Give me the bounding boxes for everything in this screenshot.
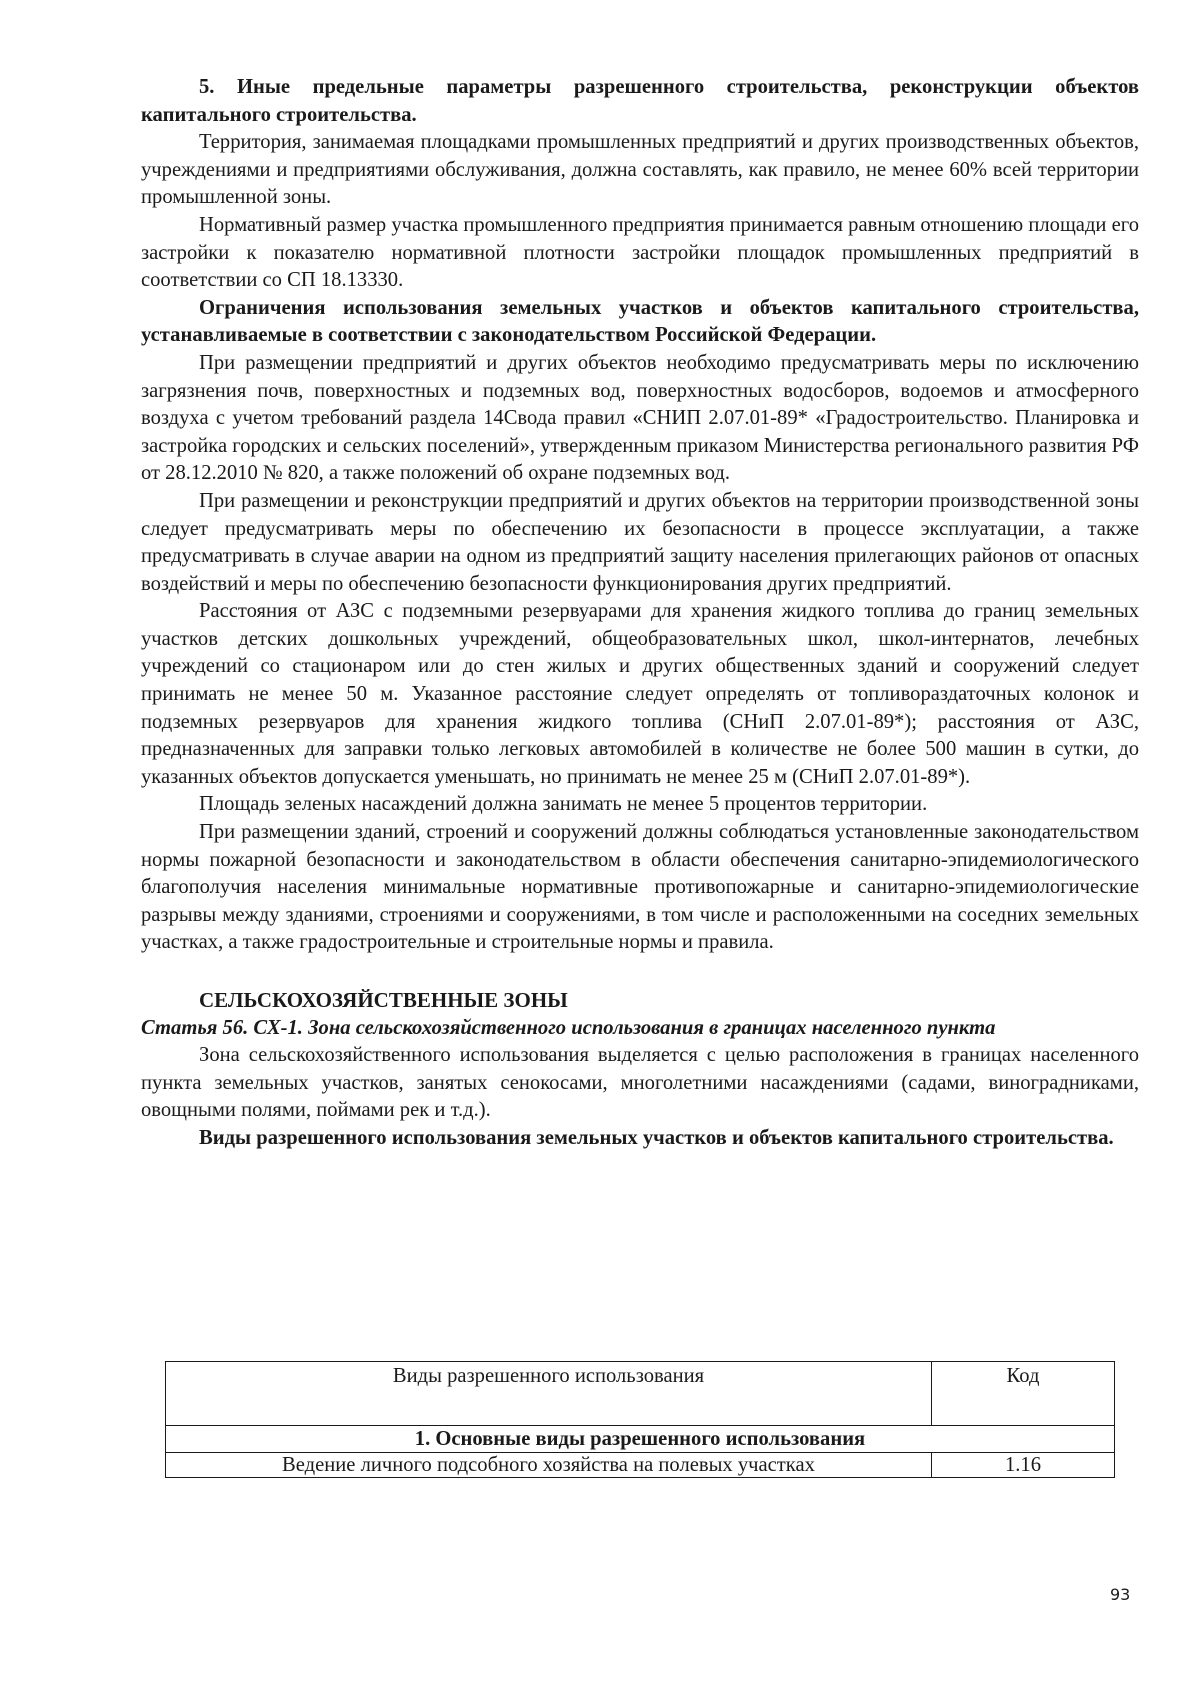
restrictions-paragraph-5: При размещении зданий, строений и сооружений должны соблюдаться установленные законодательством нормы пожарной безопасности и законодательством в области обеспечения санитарно-эпидемиологического благополучия населения минимальные нормативные противопожарные и санитарно-эпидемиологические разрывы между зданиями, строениями и сооружениями, в том числе и расположенными на соседних земельных участках, а также градостроительные и строительные нормы и правила. <box>141 821 1139 954</box>
restrictions-paragraph-2: При размещении и реконструкции предприятий и других объектов на территории производственной зоны следует предусматривать меры по обеспечению их безопасности в процессе эксплуатации, а также предусматривать в случае аварии на одном из предприятий защиту населения прилегающих районов от опасных воздействий и меры по обеспечению безопасности функционирования других предприятий. <box>141 489 1139 595</box>
restrictions-paragraph-4: Площадь зеленых насаждений должна занимать не менее 5 процентов территории. <box>199 793 928 816</box>
use-name: Ведение личного подсобного хозяйства на полевых участках <box>166 1453 932 1478</box>
section5-paragraph-2: Нормативный размер участка промышленного предприятия принимается равным отношению площади его застройки к показателю нормативной плотности застройки площадок промышленных предприятий в соответствии со СП 18.13330. <box>141 213 1139 292</box>
column-header-name: Виды разрешенного использования <box>166 1362 932 1426</box>
table-section-row <box>166 1426 1115 1453</box>
table-header-row <box>166 1362 1115 1426</box>
section-title: 1. Основные виды разрешенного использования <box>166 1426 1115 1453</box>
agri-zone-title: СЕЛЬСКОХОЗЯЙСТВЕННЫЕ ЗОНЫ <box>199 988 568 1012</box>
restrictions-heading: Ограничения использования земельных участков и объектов капитального строительства, устанавливаемые в соответствии с законодательством Российской Федерации. <box>141 296 1139 347</box>
column-header-code: Код <box>932 1362 1115 1426</box>
uses-heading: Виды разрешенного использования земельных участков и объектов капитального строительства. <box>199 1126 1114 1149</box>
page-number: 93 <box>1110 1585 1131 1604</box>
section5-heading: 5. Иные предельные параметры разрешенного строительства, реконструкции объектов капитального строительства. <box>141 76 1139 126</box>
use-code: 1.16 <box>932 1453 1115 1478</box>
table-row <box>166 1453 1115 1478</box>
restrictions-paragraph-3: Расстояния от АЗС с подземными резервуарами для хранения жидкого топлива до границ земельных участков детских дошкольных учреждений, общеобразовательных школ, школ-интернатов, лечебных учреждений со стационаром или до стен жилых и других общественных зданий и сооружений следует принимать не менее 50 м. Указанное расстояние следует определять от топливораздаточных колонок и подземных резервуаров для хранения жидкого топлива (СНиП 2.07.01-89*); расстояния от АЗС, предназначенных для заправки только легковых автомобилей в количестве не более 500 машин в сутки, до указанных объектов допускается уменьшать, но принимать не менее 25 м (СНиП 2.07.01-89*). <box>141 600 1139 788</box>
page-content <box>141 74 1139 1153</box>
permitted-uses-table <box>165 1361 1115 1478</box>
section5-paragraph-1: Территория, занимаемая площадками промышленных предприятий и других производственных объектов, учреждениями и предприятиями обслуживания, должна составлять, как правило, не менее 60% всей территории промышленной зоны. <box>141 131 1139 209</box>
restrictions-paragraph-1: При размещении предприятий и других объектов необходимо предусматривать меры по исключению загрязнения почв, поверхностных и подземных вод, поверхностных водосборов, водоемов и атмосферного воздуха с учетом требований раздела 14Свода правил «СНИП 2.07.01-89* «Градостроительство. Планировка и застройка городских и сельских поселений», утвержденным приказом Министерства регионального развития РФ от 28.12.2010 № 820, а также положений об охране подземных вод. <box>141 351 1139 485</box>
article-title: Статья 56. СХ-1. Зона сельскохозяйственного использования в границах населенного пункта <box>141 1016 996 1039</box>
agri-paragraph-1: Зона сельскохозяйственного использования выделяется с целью расположения в границах населенного пункта земельных участков, занятых сенокосами, многолетними насаждениями (садами, виноградниками, овощными полями, поймами рек и т.д.). <box>141 1044 1139 1122</box>
